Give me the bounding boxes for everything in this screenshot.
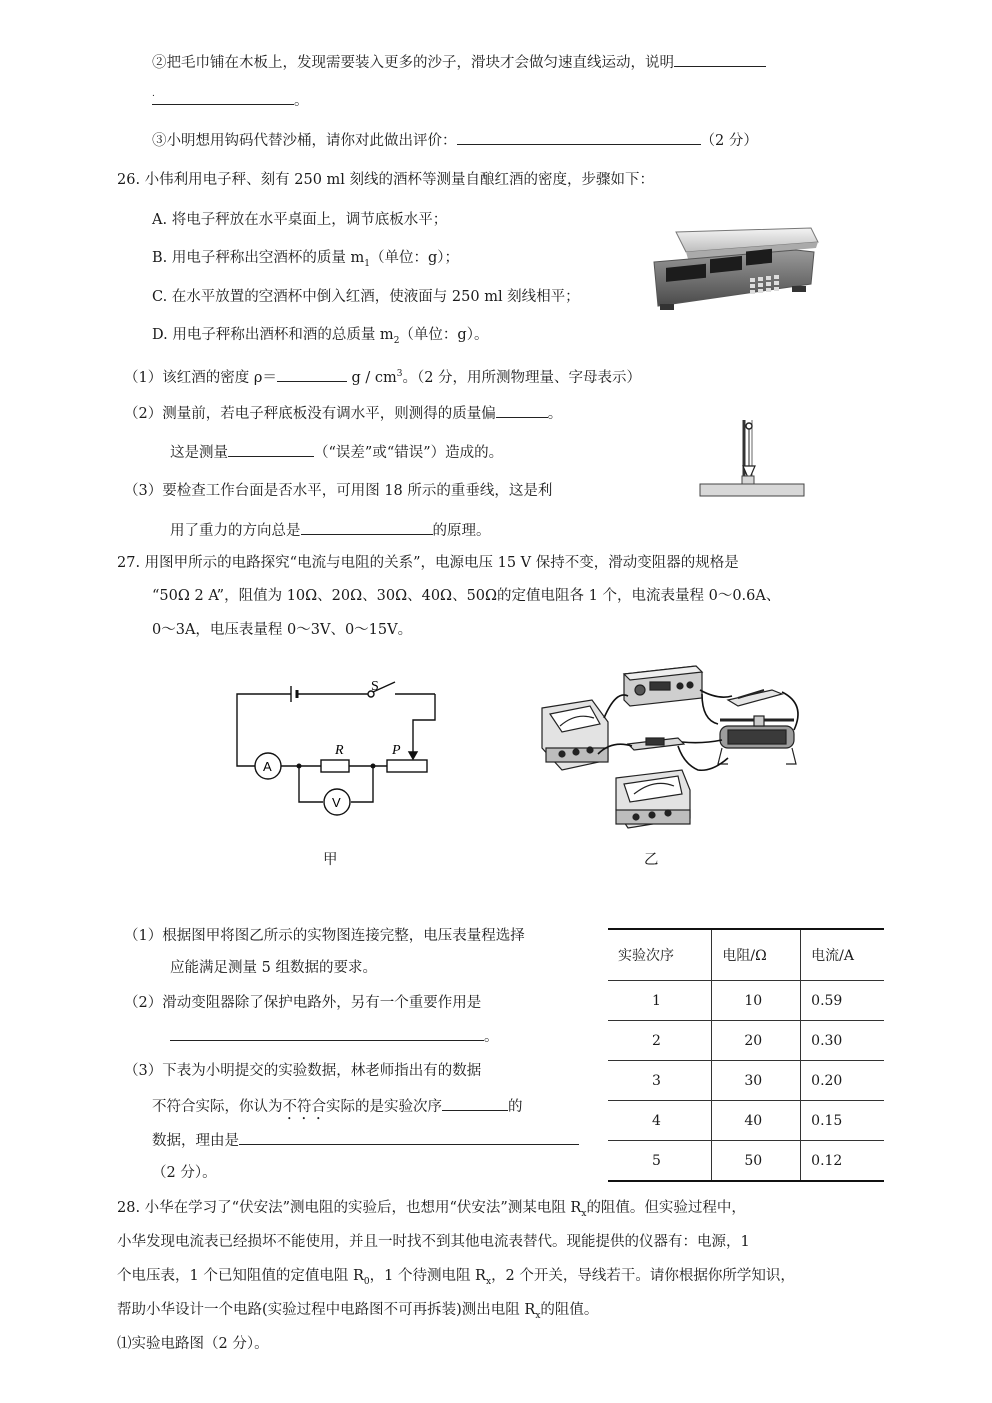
q27-part3-line2: 不符合实际，你认为不符合实际的是实验次序 的 (152, 1096, 523, 1123)
table-cell: 20 (712, 1021, 801, 1061)
answer-blank[interactable] (228, 442, 314, 457)
q25-line2-cont: . 。 (152, 89, 309, 109)
q26-step-d: D. 用电子秤称出酒杯和酒的总质量 $m_2$（单位：g）。 (152, 327, 489, 346)
q27-intro-2: “50Ω 2 A”，阻值为 10Ω、20Ω、30Ω、40Ω、50Ω的定值电阻各 1 个，电流表量程 0～0.6A、 (152, 588, 781, 604)
q26-intro: 26. 小伟利用电子秤、刻有 250 ml 刻线的酒杯等测量自酿红酒的密度，步骤如下： (117, 172, 655, 188)
rheostat (387, 760, 427, 772)
table-cell: 30 (712, 1061, 801, 1101)
q27-part3-line4: （2 分）。 (152, 1165, 217, 1181)
q26-step-b: B. 用电子秤称出空酒杯的质量 $m_1$（单位：g）； (152, 250, 460, 269)
table-cell: 0.12 (801, 1141, 884, 1182)
answer-blank[interactable] (301, 520, 433, 535)
q26-part1: （1）该红酒的密度 $\rho= g / cm^3$。（2 分，用所测物理量、字母表示） (124, 364, 641, 388)
table-row (608, 981, 884, 1021)
q26-part2: （2）测量前，若电子秤底板没有调水平，则测得的质量偏 。 (124, 403, 562, 424)
answer-blank[interactable] (277, 367, 347, 382)
q26-part2-line2: 这是测量 （“误差”或“错误”）造成的。 (170, 442, 503, 463)
table-cell: 10 (712, 981, 801, 1021)
table-row (608, 1021, 884, 1061)
table-cell: 50 (712, 1141, 801, 1182)
q28-line4: 帮助小华设计一个电路(实验过程中电路图不可再拆装)测出电阻 $R_x$的阻值。 (117, 1302, 599, 1321)
table-cell: 3 (608, 1061, 712, 1101)
answer-blank[interactable] (496, 403, 548, 418)
q25-line3: ③小明想用钩码代替沙桶，请你对此做出评价： （2 分） (152, 130, 758, 151)
table-cell: 0.59 (801, 981, 884, 1021)
q26-part3-line2: 用了重力的方向总是 的原理。 (170, 520, 491, 541)
table-row (608, 1101, 884, 1141)
table-row (608, 1061, 884, 1101)
q28-line2: 小华发现电流表已经损坏不能使用，并且一时找不到其他电流表替代。现能提供的仪器有：电源，1 (117, 1234, 750, 1250)
q28-line5: ⑴实验电路图（2 分）。 (117, 1336, 269, 1352)
q25-line2: ②把毛巾铺在木板上，发现需要装入更多的沙子，滑块才会做匀速直线运动，说明 (152, 52, 766, 73)
q27-part1: （1）根据图甲将图乙所示的实物图连接完整，电压表量程选择 (124, 928, 525, 944)
ammeter-label: A (263, 759, 272, 774)
table-header: 电流/A (801, 929, 884, 981)
table-row (608, 1141, 884, 1182)
table-cell: 40 (712, 1101, 801, 1141)
q26-part3: （3）要检查工作台面是否水平，可用图 18 所示的重垂线，这是利 (124, 483, 553, 499)
answer-blank[interactable] (457, 130, 701, 145)
table-cell: 0.20 (801, 1061, 884, 1101)
resistor-label: R (335, 743, 344, 758)
emphasized-text: 不符合 (282, 1099, 326, 1115)
q27-intro-1: 27. 用图甲所示的电路探究“电流与电阻的关系”，电源电压 15 V 保持不变，滑动变阻器的规格是 (117, 555, 739, 571)
answer-blank[interactable] (674, 52, 766, 67)
experiment-data-table (608, 928, 884, 1182)
table-cell: 0.30 (801, 1021, 884, 1061)
table-cell: 4 (608, 1101, 712, 1141)
fig-a-caption: 甲 (323, 852, 338, 868)
q27-part2: （2）滑动变阻器除了保护电路外，另有一个重要作用是 (124, 995, 482, 1011)
plumb-line-figure (696, 414, 808, 500)
q26-step-a: A. 将电子秤放在水平桌面上，调节底板水平； (152, 212, 448, 228)
circuit-diagram-a (225, 672, 445, 822)
q28-line3: 个电压表，1 个已知阻值的定值电阻 $R_0$，1 个待测电阻 $R_x$，2 个开关，导线若干。请你根据你所学知识， (117, 1268, 795, 1287)
physical-setup-figure-b (532, 660, 812, 838)
answer-blank[interactable] (442, 1096, 508, 1111)
q27-part1-line2: 应能满足测量 5 组数据的要求。 (170, 960, 377, 976)
electronic-scale-image (646, 226, 822, 312)
switch-label: S (371, 679, 379, 694)
answer-blank[interactable] (170, 1026, 484, 1041)
table-header-row (608, 929, 884, 981)
voltmeter-label: V (332, 795, 341, 810)
table-header: 电阻/Ω (712, 929, 801, 981)
q28-line1: 28. 小华在学习了“伏安法”测电阻的实验后，也想用“伏安法”测某电阻 $R_x$的阻值。但实验过程中， (117, 1200, 746, 1219)
q27-intro-3: 0～3A，电压表量程 0～3V、0～15V。 (152, 622, 413, 638)
q27-part2-line2: 。 (170, 1026, 499, 1047)
answer-blank[interactable] (152, 90, 294, 105)
table-cell: 5 (608, 1141, 712, 1182)
fig-b-caption: 乙 (644, 852, 659, 868)
q27-part3-line3: 数据，理由是 (152, 1130, 579, 1151)
slider-label: P (392, 743, 401, 758)
table-header: 实验次序 (608, 929, 712, 981)
table-cell: 1 (608, 981, 712, 1021)
q26-step-c: C. 在水平放置的空酒杯中倒入红酒，使液面与 250 ml 刻线相平； (152, 289, 580, 305)
q27-part3: （3）下表为小明提交的实验数据，林老师指出有的数据 (124, 1063, 482, 1079)
answer-blank[interactable] (239, 1130, 579, 1145)
table-cell: 2 (608, 1021, 712, 1061)
resistor-r (321, 760, 349, 772)
table-cell: 0.15 (801, 1101, 884, 1141)
